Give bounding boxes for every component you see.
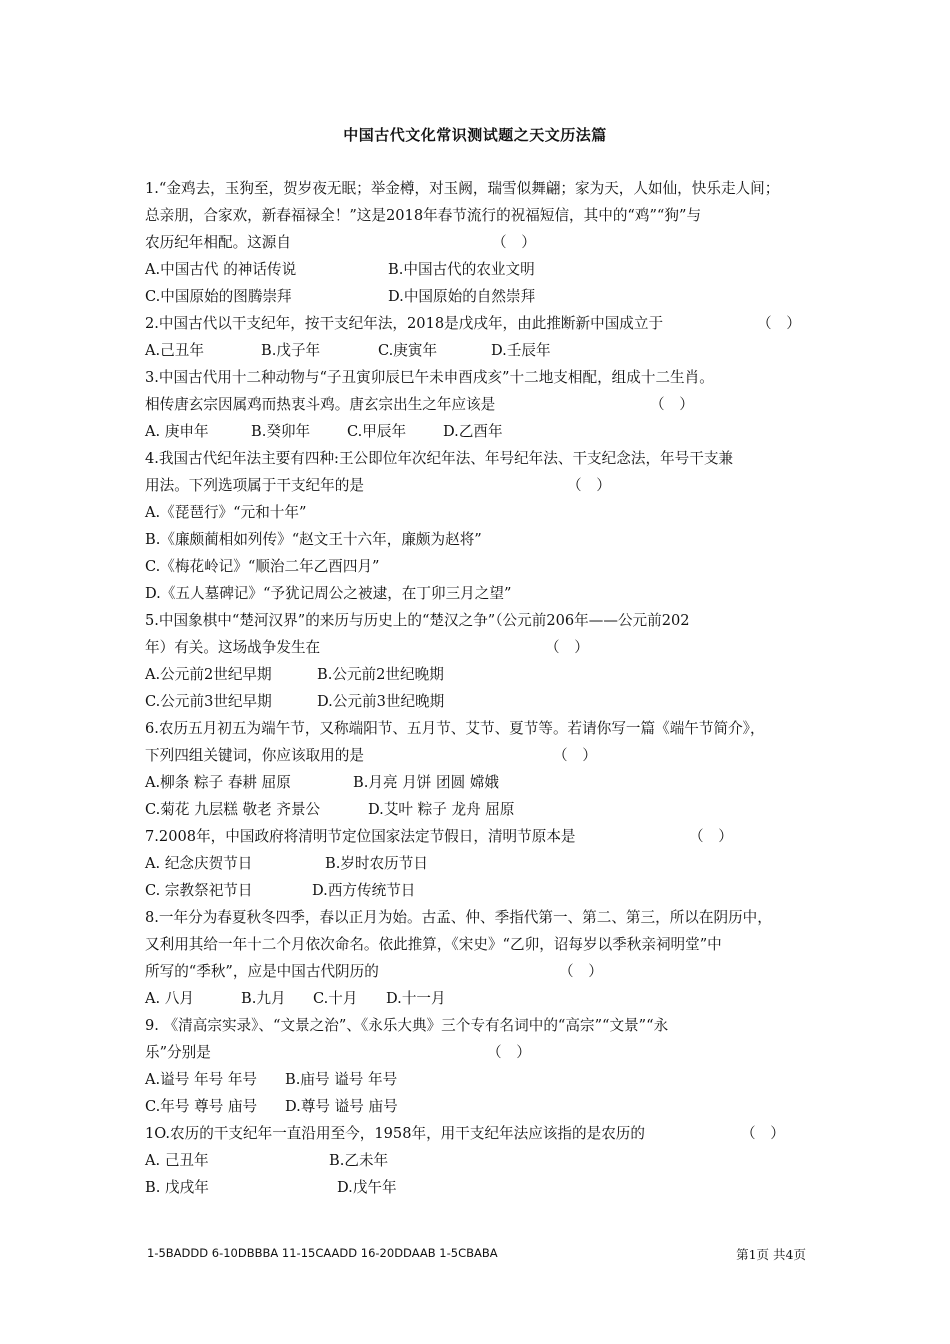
line-text: 8.一年分为春夏秋冬四季，春以正月为始。古孟、仲、季指代第一、第二、第三，所以在阴历中， xyxy=(145,909,772,926)
answer-option: A. 八月 xyxy=(145,990,195,1007)
answer-option: C. 宗教祭祀节日 xyxy=(145,882,253,899)
text-line xyxy=(145,904,815,931)
answer-option: B.月亮 月饼 团圆 嫦娥 xyxy=(353,774,500,791)
question-body xyxy=(145,175,815,1201)
answer-blank: （ ） xyxy=(559,963,603,980)
line-text: 6.农历五月初五为端午节，又称端阳节、五月节、艾节、夏节等。若请你写一篇《端午节简介》， xyxy=(145,720,765,737)
answer-option: C.甲辰年 xyxy=(347,423,407,440)
option-row xyxy=(145,337,815,364)
text-line xyxy=(145,364,815,391)
line-text: B.《廉颇蔺相如列传》“赵文王十六年，廉颇为赵将” xyxy=(145,531,482,548)
line-text: 7.2008年，中国政府将清明节定位国家法定节假日，清明节原本是 xyxy=(145,828,576,845)
option-row xyxy=(145,256,815,283)
answer-blank: （ ） xyxy=(689,828,733,845)
answer-option: B.戊子年 xyxy=(261,342,321,359)
answer-option: A.柳条 粽子 春耕 屈原 xyxy=(145,774,291,791)
text-line xyxy=(145,553,815,580)
answer-option: B.癸卯年 xyxy=(251,423,311,440)
answer-option: D.中国原始的自然崇拜 xyxy=(388,288,536,305)
option-row xyxy=(145,283,815,310)
option-row xyxy=(145,877,815,904)
answer-option: D.公元前3世纪晚期 xyxy=(317,693,445,710)
text-line xyxy=(145,499,815,526)
answer-option: C.年号 尊号 庙号 xyxy=(145,1098,258,1115)
line-text: 下列四组关键词，你应该取用的是 xyxy=(145,747,364,764)
answer-option: A. 纪念庆贺节日 xyxy=(145,855,253,872)
answer-option: D.西方传统节日 xyxy=(312,882,416,899)
answer-option: B.乙未年 xyxy=(329,1152,389,1169)
text-line xyxy=(145,634,815,661)
text-line xyxy=(145,310,815,337)
text-line xyxy=(145,958,815,985)
text-line xyxy=(145,823,815,850)
answer-option: D.尊号 谥号 庙号 xyxy=(285,1098,398,1115)
answer-option: D.乙酉年 xyxy=(443,423,503,440)
answer-option: C.中国原始的图腾崇拜 xyxy=(145,288,292,305)
answer-blank: （ ） xyxy=(492,234,536,251)
line-text: 2.中国古代以干支纪年，按干支纪年法，2018是戊戌年，由此推断新中国成立于 xyxy=(145,315,664,332)
text-line xyxy=(145,1120,815,1147)
text-line xyxy=(145,1012,815,1039)
answer-option: C.庚寅年 xyxy=(378,342,438,359)
answer-option: B.庙号 谥号 年号 xyxy=(285,1071,398,1088)
answer-option: A.中国古代 的神话传说 xyxy=(145,261,297,278)
answer-option: D.壬辰年 xyxy=(491,342,551,359)
line-text: 3.中国古代用十二种动物与“子丑寅卯辰巳午未申酉戌亥”十二地支相配，组成十二生肖。 xyxy=(145,369,714,386)
answer-key: 1-5BADDD 6-10DBBBA 11-15CAADD 16-20DDAAB 1-5CBABA xyxy=(147,1246,498,1260)
text-line xyxy=(145,607,815,634)
answer-blank: （ ） xyxy=(650,396,694,413)
line-text: 5.中国象棋中“楚河汉界”的来历与历史上的“楚汉之争”（公元前206年——公元前202 xyxy=(145,612,690,629)
page-number: 第1页 共4页 xyxy=(736,1247,806,1262)
text-line xyxy=(145,175,815,202)
line-text: 又利用其给一年十二个月依次命名。依此推算，《宋史》“乙卯，诏每岁以季秋亲祠明堂”中 xyxy=(145,936,722,953)
line-text: 所写的“季秋”，应是中国古代阴历的 xyxy=(145,963,379,980)
text-line xyxy=(145,1039,815,1066)
text-line xyxy=(145,526,815,553)
answer-blank: （ ） xyxy=(545,639,589,656)
line-text: 用法。下列选项属于干支纪年的是 xyxy=(145,477,364,494)
answer-option: C.十月 xyxy=(313,990,358,1007)
line-text: 农历纪年相配。这源自 xyxy=(145,234,291,251)
text-line xyxy=(145,580,815,607)
answer-option: D.艾叶 粽子 龙舟 屈原 xyxy=(368,801,515,818)
line-text: 相传唐玄宗因属鸡而热衷斗鸡。唐玄宗出生之年应该是 xyxy=(145,396,496,413)
option-row xyxy=(145,985,815,1012)
answer-option: A.公元前2世纪早期 xyxy=(145,666,272,683)
line-text: 9. 《清高宗实录》、“文景之治”、《永乐大典》三个专有名词中的“高宗”“文景”“永 xyxy=(145,1017,669,1034)
line-text: 总亲朋，合家欢，新春福禄全！”这是2018年春节流行的祝福短信，其中的“鸡”“狗”与 xyxy=(145,207,702,224)
text-line xyxy=(145,202,815,229)
answer-option: D.戊午年 xyxy=(337,1179,397,1196)
line-text: 年）有关。这场战争发生在 xyxy=(145,639,321,656)
option-row xyxy=(145,661,815,688)
answer-option: A. 己丑年 xyxy=(145,1152,209,1169)
text-line xyxy=(145,472,815,499)
line-text: 乐”分别是 xyxy=(145,1044,211,1061)
answer-option: A. 庚申年 xyxy=(145,423,209,440)
line-text: C.《梅花岭记》“顺治二年乙酉四月” xyxy=(145,558,380,575)
option-row xyxy=(145,418,815,445)
answer-option: C.公元前3世纪早期 xyxy=(145,693,272,710)
answer-option: B.中国古代的农业文明 xyxy=(388,261,535,278)
answer-blank: （ ） xyxy=(757,315,801,332)
option-row xyxy=(145,1147,815,1174)
text-line xyxy=(145,445,815,472)
line-text: 1O.农历的干支纪年一直沿用至今，1958年，用干支纪年法应该指的是农历的 xyxy=(145,1125,645,1142)
line-text: 1.“金鸡去，玉狗至，贺岁夜无眠；举金樽，对玉阙，瑞雪似舞翩；家为天，人如仙，快乐走人间； xyxy=(145,180,780,197)
answer-option: B.九月 xyxy=(241,990,286,1007)
answer-option: A.己丑年 xyxy=(145,342,204,359)
option-row xyxy=(145,796,815,823)
text-line xyxy=(145,742,815,769)
option-row xyxy=(145,1174,815,1201)
option-row xyxy=(145,688,815,715)
answer-option: B.公元前2世纪晚期 xyxy=(317,666,444,683)
answer-option: B.岁时农历节日 xyxy=(325,855,428,872)
option-row xyxy=(145,1093,815,1120)
answer-option: C.菊花 九层糕 敬老 齐景公 xyxy=(145,801,321,818)
line-text: D.《五人墓碑记》“予犹记周公之被逮，在丁卯三月之望” xyxy=(145,585,512,602)
option-row xyxy=(145,1066,815,1093)
option-row xyxy=(145,850,815,877)
answer-option: D.十一月 xyxy=(386,990,446,1007)
text-line xyxy=(145,931,815,958)
page-title: 中国古代文化常识测试题之天文历法篇 xyxy=(343,126,607,144)
answer-blank: （ ） xyxy=(741,1125,785,1142)
text-line xyxy=(145,715,815,742)
answer-option: A.谥号 年号 年号 xyxy=(145,1071,258,1088)
line-text: A.《琵琶行》“元和十年” xyxy=(145,504,307,521)
answer-blank: （ ） xyxy=(567,477,611,494)
option-row xyxy=(145,769,815,796)
answer-option: B. 戊戌年 xyxy=(145,1179,209,1196)
answer-blank: （ ） xyxy=(487,1044,531,1061)
line-text: 4.我国古代纪年法主要有四种:王公即位年次纪年法、年号纪年法、干支纪念法，年号干支兼 xyxy=(145,450,734,467)
text-line xyxy=(145,391,815,418)
text-line xyxy=(145,229,815,256)
answer-blank: （ ） xyxy=(553,747,597,764)
